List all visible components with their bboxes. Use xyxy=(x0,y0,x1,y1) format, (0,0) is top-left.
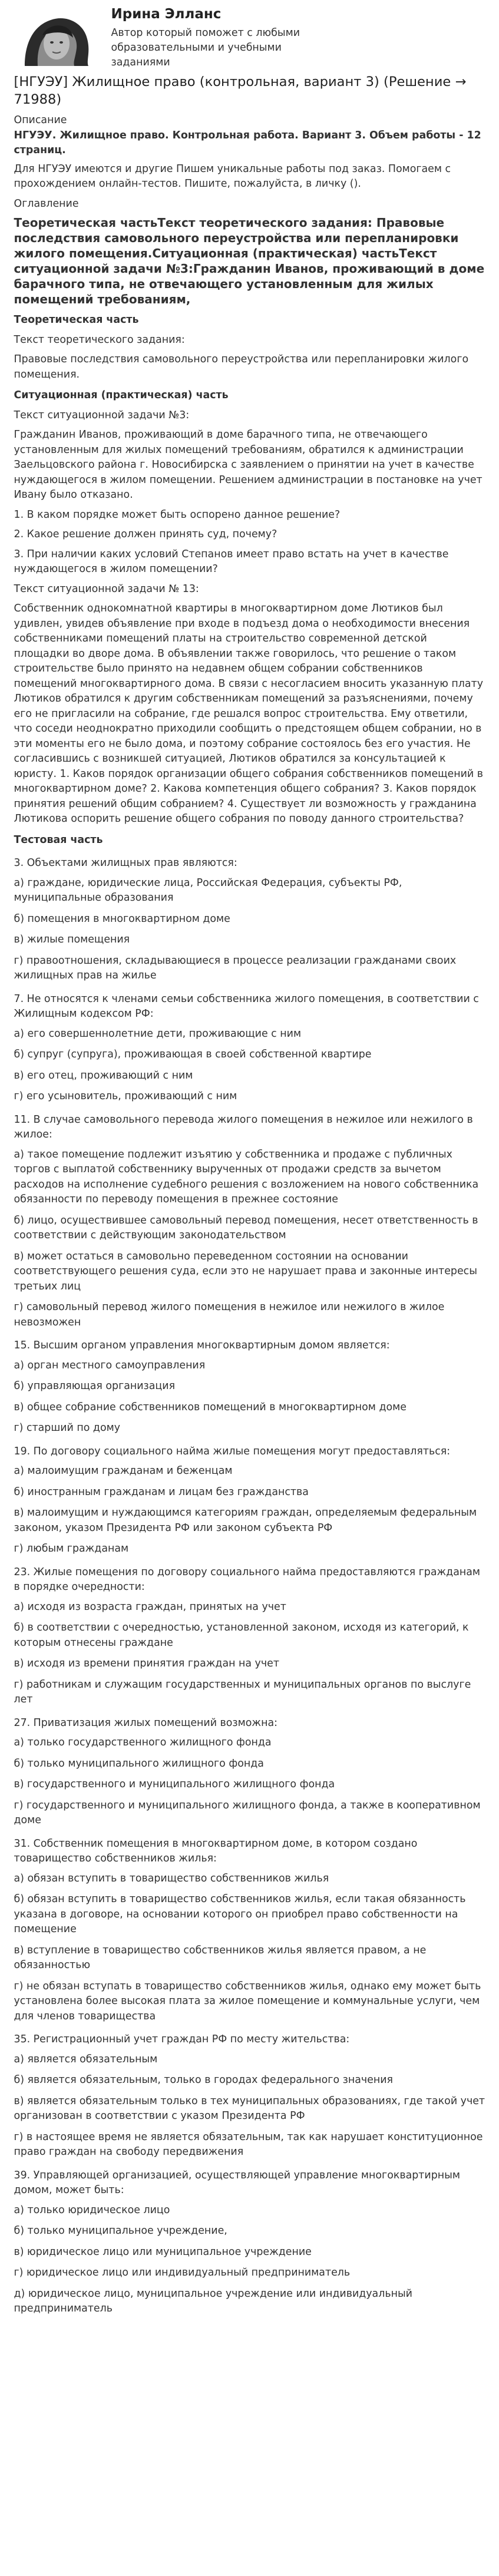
test-option: а) его совершеннолетние дети, проживающие с ним xyxy=(14,1027,302,1040)
test-option: б) только муниципальное учреждение, xyxy=(14,2225,227,2237)
avatar-image xyxy=(14,2,98,66)
test-option: в) малоимущим и нуждающимся категориям граждан, определяемым федеральным законом, указом Президента РФ или законом субъекта РФ xyxy=(14,1507,477,1534)
test-option: б) является обязательным, только в городах федерального значения xyxy=(14,2074,393,2086)
test-option: г) работникам и служащим государственных и муниципальных органов по выслуге лет xyxy=(14,1678,471,1705)
theory-heading: Теоретическая часть xyxy=(14,314,139,326)
test-question: 19. По договору социального найма жилые помещения могут предоставляться: xyxy=(14,1445,451,1457)
test-option: в) исходя из времени принятия граждан на учет xyxy=(14,1658,279,1669)
test-question: 35. Регистрационный учет граждан РФ по месту жительства: xyxy=(14,2033,350,2045)
test-option: б) управляющая организация xyxy=(14,1380,176,1392)
test-option: б) супруг (супруга), проживающая в своей собственной квартире xyxy=(14,1049,372,1060)
test-heading: Тестовая часть xyxy=(14,834,103,846)
test-question: 39. Управляющей организацией, осуществляющей управление многоквартирным домом, может быть: xyxy=(14,2169,460,2196)
description-label: Описание xyxy=(14,114,67,126)
task3-question-1: 1. В каком порядке может быть оспорено данное решение? xyxy=(14,508,341,521)
test-option: а) граждане, юридические лица, Российская Федерация, субъекты РФ, муниципальные образования xyxy=(14,877,402,904)
test-question: 23. Жилые помещения по договору социального найма предоставляются гражданам в порядке очередности: xyxy=(14,1566,480,1593)
test-option: в) юридическое лицо или муниципальное учреждение xyxy=(14,2246,312,2258)
test-option: б) лицо, осуществившее самовольный перевод помещения, несет ответственность в соответствии с действующим законодательством xyxy=(14,1214,478,1241)
test-option: г) в настоящее время не является обязательным, так как нарушает конституционное право граждан на свободу передвижения xyxy=(14,2131,483,2158)
author-description: Автор который поможет с любыми образовательными и учебными заданиями xyxy=(111,27,300,68)
test-option: г) старший по дому xyxy=(14,1422,120,1434)
test-option: в) жилые помещения xyxy=(14,934,130,945)
description-bold: НГУЭУ. Жилищное право. Контрольная работа. Вариант 3. Объем работы - 12 страниц. xyxy=(14,129,481,156)
avatar[interactable] xyxy=(14,2,98,66)
theory-task-text: Правовые последствия самовольного переустройства или перепланировки жилого помещения. xyxy=(14,353,469,381)
theory-task-label: Текст теоретического задания: xyxy=(14,333,185,346)
test-option: а) является обязательным xyxy=(14,2053,158,2065)
test-option: б) иностранным гражданам и лицам без гражданства xyxy=(14,1486,309,1498)
test-option: д) юридическое лицо, муниципальное учреждение или индивидуальный предприниматель xyxy=(14,2287,412,2314)
test-question: 31. Собственник помещения в многоквартирном доме, в котором создано товарищество собственников жилья: xyxy=(14,1837,418,1864)
test-option: г) любым гражданам xyxy=(14,1543,129,1555)
task3-label: Текст ситуационной задачи №3: xyxy=(14,409,190,421)
description-text: Для НГУЭУ имеются и другие Пишем уникальные работы под заказ. Помогаем с прохождением онлайн-тестов. Пишите, пожалуйста, в личку (). xyxy=(14,163,451,190)
test-question: 3. Объектами жилищных прав являются: xyxy=(14,857,237,869)
test-option: а) орган местного самоуправления xyxy=(14,1359,206,1371)
test-option: г) самовольный перевод жилого помещения в нежилое или нежилого в жилое невозможен xyxy=(14,1301,445,1328)
task3-question-3: 3. При наличии каких условий Степанов имеет право встать на учет в качестве нуждающегося в жилом помещении? xyxy=(14,548,449,575)
task13-label: Текст ситуационной задачи № 13: xyxy=(14,583,199,595)
test-option: г) его усыновитель, проживающий с ним xyxy=(14,1090,237,1102)
test-question: 11. В случае самовольного перевода жилого помещения в нежилое или нежилого в жилое: xyxy=(14,1113,473,1140)
test-question: 15. Высшим органом управления многоквартирным домом является: xyxy=(14,1340,390,1351)
test-option: в) является обязательным только в тех муниципальных образованиях, где такой учет организован в соответствии с указом Президента РФ xyxy=(14,2095,485,2122)
test-option: а) обязан вступить в товарищество собственников жилья xyxy=(14,1872,329,1884)
test-option: а) только государственного жилищного фонда xyxy=(14,1737,272,1748)
test-option: в) его отец, проживающий с ним xyxy=(14,1069,193,1082)
task3-question-2: 2. Какое решение должен принять суд, почему? xyxy=(14,528,277,540)
test-option: г) правоотношения, складывающиеся в процессе реализации гражданами своих жилищных прав на жилье xyxy=(14,954,457,981)
test-option: б) в соответствии с очередностью, установленной законом, исходя из категорий, к которым отнесены граждане xyxy=(14,1622,469,1649)
test-option: б) обязан вступить в товарищество собственников жилья, если такая обязанность указана в договоре, на основании которого он приобрел право собственности на помещение xyxy=(14,1893,466,1935)
page xyxy=(14,0,485,2330)
test-option: а) такое помещение подлежит изъятию у собственника и продаже с публичных торгов с выплатой собственнику вырученных от продажи средств за вычетом расходов на исполнение судебного решения с возложением на нового собственника обязанности по переводу помещения в прежнее состояние xyxy=(14,1148,479,1205)
test-option: в) общее собрание собственников помещений в многоквартирном доме xyxy=(14,1401,407,1413)
test-option: а) только юридическое лицо xyxy=(14,2204,170,2216)
test-option: а) малоимущим гражданам и беженцам xyxy=(14,1465,233,1477)
author-name[interactable]: Ирина Элланс xyxy=(111,6,222,22)
test-question: 27. Приватизация жилых помещений возможна: xyxy=(14,1717,277,1729)
toc-text: Теоретическая частьТекст теоретического задания: Правовые последствия самовольного переустройства или перепланировки жилого помещения.Ситуационная (практическая) частьТекст ситуационной задачи №3:Гражданин Иванов, проживающий в доме барачного типа, не отвечающего установленным для жилых помещений требованиям, xyxy=(14,216,485,306)
test-option: г) государственного и муниципального жилищного фонда, а также в кооперативном доме xyxy=(14,1799,481,1826)
document-title: [НГУЭУ] Жилищное право (контрольная, вариант 3) (Решение → 71988) xyxy=(14,74,467,107)
practice-heading: Ситуационная (практическая) часть xyxy=(14,389,229,401)
author-card xyxy=(14,2,485,66)
task13-text: Собственник однокомнатной квартиры в многоквартирном доме Лютиков был удивлен, увидев объявление при входе в подъезд дома о необходимости внесения собственниками помещений платы на строительство современной детской площадки во дворе дома. В объявлении также говорилось, что решение о таком строительстве было принято на недавнем общем собрании собственников помещений многоквартирного дома. В связи с несогласием вносить указанную плату Лютиков обратился к другим собственникам помещений за разъяснениями, почему его не пригласили на собрание, где решался вопрос строительства. Ему ответили, что соседи неоднократно приходили сообщить о предстоящем общем собрании, но в эти моменты его не было дома, и поэтому собрание состоялось без его участия. Не согласившись с возникшей ситуацией, Лютиков обратился за консультацией к юристу. 1. Каков порядок организации общего собрания собственников помещений в многоквартирном доме? 2. Какова компетенция общего собрания? 3. Каков порядок принятия решений общим собранием? 4. Существует ли возможность у гражданина Лютикова оспорить решение общего собрания по поводу данного строительства? xyxy=(14,603,484,825)
toc-label: Оглавление xyxy=(14,197,79,210)
test-question: 7. Не относятся к членами семьи собственника жилого помещения, в соответствии с Жилищным кодексом РФ: xyxy=(14,993,479,1020)
test-option: б) только муниципального жилищного фонда xyxy=(14,1757,264,1770)
test-option: в) государственного и муниципального жилищного фонда xyxy=(14,1778,335,1790)
test-question-list xyxy=(14,856,485,2317)
test-option: г) не обязан вступать в товарищество собственников жилья, однако ему может быть установлена более высокая плата за жилое помещение и коммунальные услуги, чем для членов товарищества xyxy=(14,1980,481,2022)
task3-text: Гражданин Иванов, проживающий в доме барачного типа, не отвечающего установленным для жилых помещений требованиям, обратился к администрации Заельцовского района г. Новосибирска с заявлением о принятии на учет в качестве нуждающегося в жилом помещении. Решением администрации в постановке на учет Ивану было отказано. xyxy=(14,429,483,501)
test-option: г) юридическое лицо или индивидуальный предприниматель xyxy=(14,2267,351,2279)
test-option: в) может остаться в самовольно переведенном состоянии на основании соответствующего решения суда, если это не нарушает права и законные интересы третьих лиц xyxy=(14,1250,477,1292)
test-option: в) вступление в товарищество собственников жилья является правом, а не обязанностью xyxy=(14,1944,427,1971)
test-option: а) исходя из возраста граждан, принятых на учет xyxy=(14,1601,286,1613)
test-option: б) помещения в многоквартирном доме xyxy=(14,912,230,925)
